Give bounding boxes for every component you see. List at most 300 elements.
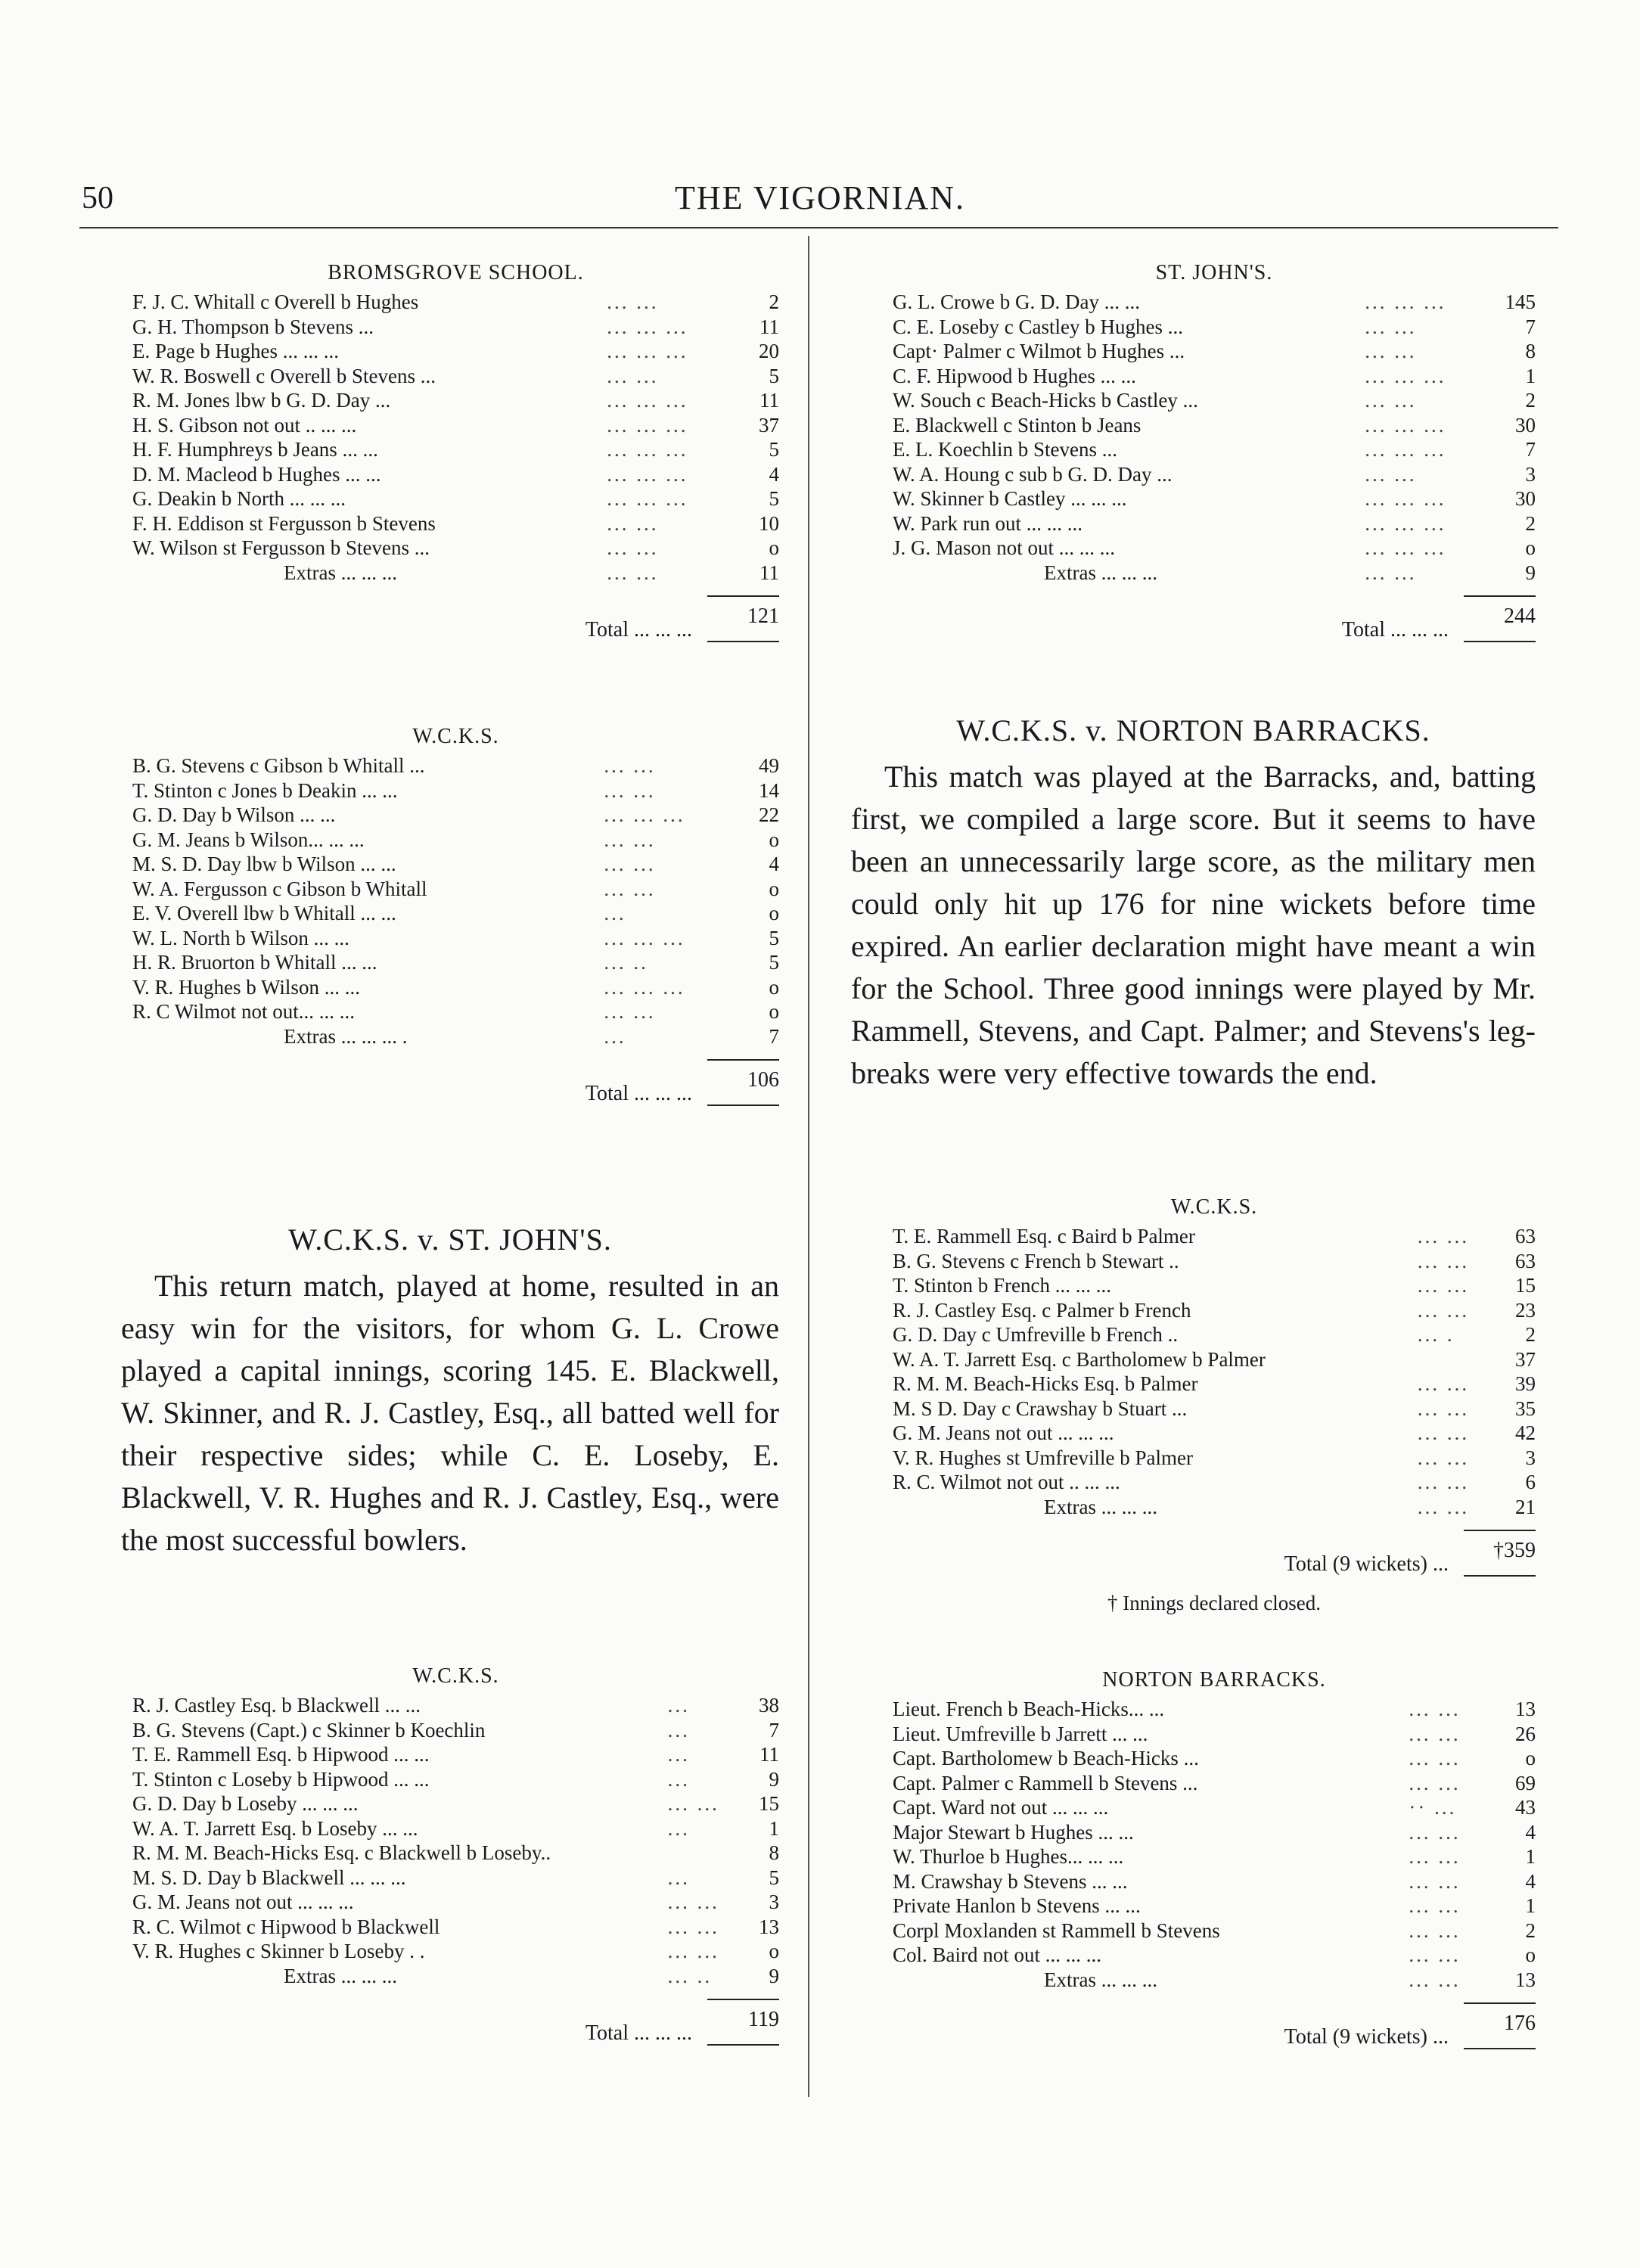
article-title: W.C.K.S. v. ST. JOHN'S. xyxy=(288,1223,612,1257)
leader-dots: ... ... xyxy=(1409,1820,1461,1844)
batsman-row xyxy=(893,1918,1536,1943)
batsman-row xyxy=(893,437,1536,462)
batsman-row xyxy=(132,1939,779,1964)
runs: 5 xyxy=(769,926,779,949)
leader-dots: ... ... xyxy=(1409,1894,1461,1917)
leader-dots: ... ... xyxy=(1365,561,1417,584)
scorecard-table xyxy=(132,753,779,1049)
leader-dots xyxy=(1418,1347,1490,1372)
runs: o xyxy=(1525,536,1536,559)
scorecard-st-johns xyxy=(893,261,1536,642)
batsman-dismissal: E. V. Overell lbw b Whitall ... ... xyxy=(132,902,396,924)
batsman-dismissal: F. H. Eddison st Fergusson b Stevens xyxy=(132,511,436,535)
leader-dots: ... ... xyxy=(607,511,659,535)
extras-row xyxy=(893,1968,1536,1993)
leader-dots: ... ... ... xyxy=(607,315,688,338)
leader-dots: ... ... ... xyxy=(607,340,688,362)
batsman-row xyxy=(893,364,1536,389)
batsman-dismissal: W. Wilson st Fergusson b Stevens ... xyxy=(132,536,430,559)
scorecard-title: W.C.K.S. xyxy=(1170,1195,1258,1219)
batsman-row xyxy=(132,536,779,561)
leader-dots xyxy=(668,1841,734,1866)
runs: 5 xyxy=(769,364,779,387)
batsman-row xyxy=(132,1693,779,1718)
runs: 22 xyxy=(759,803,779,826)
extras-runs: 7 xyxy=(769,1024,779,1048)
total-label: Total (9 wickets) ... xyxy=(1284,2025,1449,2049)
leader-dots: ... ... xyxy=(1409,1918,1461,1942)
batsman-row xyxy=(893,1771,1536,1796)
runs: 6 xyxy=(1525,1471,1536,1493)
batsman-dismissal: M. S D. Day c Crawshay b Stuart ... xyxy=(893,1397,1188,1420)
extras-label: Extras ... ... ... . xyxy=(284,1024,408,1048)
total-label: Total ... ... ... xyxy=(1341,618,1449,642)
batsman-row xyxy=(132,1767,779,1792)
total-value: 176 xyxy=(1464,2002,1536,2049)
batsman-dismissal: R. C. Wilmot c Hipwood b Blackwell xyxy=(132,1915,440,1938)
leader-dots: ... ... xyxy=(1417,1298,1470,1322)
runs: 5 xyxy=(769,438,779,461)
runs: 39 xyxy=(1515,1372,1536,1395)
leader-dots: ... ... xyxy=(667,1940,719,1962)
leader-dots: ... ... xyxy=(604,828,656,851)
runs: 5 xyxy=(769,1866,779,1889)
batsman-row xyxy=(893,1894,1536,1918)
total-label: Total (9 wickets) ... xyxy=(1284,1552,1449,1576)
scorecard-total xyxy=(893,595,1536,642)
leader-dots: ... ... ... xyxy=(604,803,685,826)
batsman-dismissal: T. Stinton b French ... ... ... xyxy=(893,1274,1111,1297)
runs: 5 xyxy=(769,487,779,510)
batsman-dismissal: C. F. Hipwood b Hughes ... ... xyxy=(893,364,1136,387)
leader-dots: ... ... xyxy=(1409,1747,1461,1769)
batsman-dismissal: B. G. Stevens (Capt.) c Skinner b Koechlin xyxy=(132,1718,486,1741)
leader-dots: ... ... xyxy=(604,877,656,900)
runs: 10 xyxy=(759,511,779,535)
batsman-dismissal: W. A. T. Jarrett Esq. b Loseby ... ... xyxy=(132,1816,418,1840)
leader-dots: ... ... xyxy=(1417,1471,1470,1493)
runs: 9 xyxy=(769,1767,779,1791)
runs: 37 xyxy=(1515,1347,1536,1371)
leader-dots: ... xyxy=(604,902,626,924)
leader-dots: ... ... xyxy=(1409,1722,1461,1745)
batsman-row xyxy=(893,1347,1536,1372)
batsman-dismissal: Capt. Bartholomew b Beach-Hicks ... xyxy=(893,1747,1199,1769)
batsman-row xyxy=(893,315,1536,340)
batsman-dismissal: F. J. C. Whitall c Overell b Hughes xyxy=(132,290,419,313)
total-label: Total ... ... ... xyxy=(585,1082,692,1105)
batsman-row xyxy=(132,852,779,877)
runs: 7 xyxy=(1525,315,1536,338)
leader-dots: ... ... xyxy=(667,1915,719,1938)
batsman-row xyxy=(132,901,779,926)
batsman-dismissal: Capt. Palmer c Rammell b Stevens ... xyxy=(893,1771,1198,1794)
leader-dots: ... .. xyxy=(667,1964,713,1987)
runs: 145 xyxy=(1505,290,1536,313)
scorecard-table xyxy=(132,1693,779,1988)
runs: 2 xyxy=(1525,511,1536,535)
batsman-row xyxy=(893,1746,1536,1771)
batsman-row xyxy=(132,877,779,902)
total-value: 121 xyxy=(707,595,779,642)
batsman-row xyxy=(893,1224,1536,1249)
batsman-dismissal: B. G. Stevens c Gibson b Whitall ... xyxy=(132,754,425,777)
leader-dots: ... ... xyxy=(1365,462,1417,486)
batsman-row xyxy=(132,511,779,536)
leader-dots: ... ... ... xyxy=(1365,413,1446,437)
scorecard-title: NORTON BARRACKS. xyxy=(1102,1668,1326,1692)
total-label: Total ... ... ... xyxy=(585,2021,692,2045)
batsman-row xyxy=(132,1742,779,1767)
leader-dots: ... ... xyxy=(1365,389,1417,412)
batsman-dismissal: Lieut. French b Beach-Hicks... ... xyxy=(893,1698,1165,1720)
runs: 8 xyxy=(1525,340,1536,362)
leader-dots: ... ... xyxy=(604,778,656,802)
batsman-row xyxy=(132,1718,779,1743)
scorecard-title: W.C.K.S. xyxy=(412,1664,499,1688)
batsman-row xyxy=(132,364,779,389)
leader-dots: ... ... xyxy=(1417,1274,1470,1297)
runs: o xyxy=(769,536,779,559)
runs: o xyxy=(1525,1747,1536,1769)
extras-runs: 13 xyxy=(1515,1968,1536,1991)
batsman-dismissal: C. E. Loseby c Castley b Hughes ... xyxy=(893,315,1183,338)
batsman-row xyxy=(132,803,779,828)
batsman-dismissal: V. R. Hughes b Wilson ... ... xyxy=(132,975,360,999)
leader-dots: ... ... xyxy=(1409,1968,1461,1991)
runs: 26 xyxy=(1515,1722,1536,1745)
leader-dots: ... ... xyxy=(1417,1421,1470,1444)
extras-row xyxy=(893,1495,1536,1520)
batsman-dismissal: W. Souch c Beach-Hicks b Castley ... xyxy=(893,389,1198,412)
scorecard-total xyxy=(132,1059,779,1106)
batsman-dismissal: D. M. Macleod b Hughes ... ... xyxy=(132,462,381,486)
scorecard-wcks-v-norton xyxy=(893,1195,1536,1615)
leader-dots: ... ... xyxy=(1417,1249,1470,1272)
batsman-row xyxy=(893,462,1536,487)
extras-runs: 9 xyxy=(1525,561,1536,584)
batsman-row xyxy=(893,1397,1536,1421)
leader-dots: ... ... ... xyxy=(1365,290,1446,313)
runs: 2 xyxy=(1525,1918,1536,1942)
batsman-row xyxy=(893,486,1536,511)
batsman-row xyxy=(132,290,779,315)
scorecard-total xyxy=(132,1999,779,2046)
leader-dots: ... ... xyxy=(607,364,659,387)
runs: 23 xyxy=(1515,1298,1536,1322)
leader-dots: ... ... ... xyxy=(1365,438,1446,461)
leader-dots: ... ... xyxy=(1409,1698,1461,1720)
batsman-dismissal: R. M. Jones lbw b G. D. Day ... xyxy=(132,389,391,412)
article-st-johns xyxy=(121,1222,779,1561)
leader-dots: ... ... xyxy=(1417,1495,1470,1518)
leader-dots: ... ... xyxy=(607,561,659,584)
runs: 3 xyxy=(1525,1446,1536,1469)
batsman-row xyxy=(132,486,779,511)
batsman-dismissal: W. Skinner b Castley ... ... ... xyxy=(893,487,1127,510)
batsman-row xyxy=(893,1273,1536,1298)
batsman-row xyxy=(132,950,779,975)
leader-dots: ... ... xyxy=(607,536,659,559)
batsman-dismissal: R. C Wilmot not out... ... ... xyxy=(132,1000,355,1023)
header-rule xyxy=(79,227,1558,228)
scorecard-total xyxy=(893,1530,1536,1577)
batsman-dismissal: G. L. Crowe b G. D. Day ... ... xyxy=(893,290,1140,313)
leader-dots: ... ... xyxy=(1409,1943,1461,1966)
leader-dots: ... ... xyxy=(1417,1446,1470,1469)
batsman-row xyxy=(132,1841,779,1866)
batsman-dismissal: Col. Baird not out ... ... ... xyxy=(893,1943,1101,1966)
batsman-dismissal: G. D. Day b Wilson ... ... xyxy=(132,803,336,826)
leader-dots: ... ... ... xyxy=(1365,364,1446,387)
runs: 2 xyxy=(1525,389,1536,412)
runs: 1 xyxy=(1525,1894,1536,1917)
batsman-row xyxy=(893,388,1536,413)
scorecard-table xyxy=(893,1224,1536,1519)
runs: 8 xyxy=(769,1841,779,1864)
total-value: 244 xyxy=(1464,595,1536,642)
batsman-dismissal: W. A. T. Jarrett Esq. c Bartholomew b Palmer xyxy=(893,1347,1266,1371)
runs: 15 xyxy=(759,1792,779,1815)
leader-dots: ... xyxy=(667,1816,690,1840)
batsman-dismissal: J. G. Mason not out ... ... ... xyxy=(893,536,1116,559)
runs: 4 xyxy=(769,462,779,486)
runs: o xyxy=(769,828,779,851)
leader-dots: ... ... xyxy=(1409,1869,1461,1893)
extras-label: Extras ... ... ... xyxy=(284,561,397,584)
leader-dots: ... ... xyxy=(1409,1845,1461,1868)
batsman-dismissal: G. M. Jeans not out ... ... ... xyxy=(132,1891,354,1913)
batsman-dismissal: H. F. Humphreys b Jeans ... ... xyxy=(132,438,378,461)
runs: o xyxy=(769,902,779,924)
extras-label: Extras ... ... ... xyxy=(1044,1495,1157,1518)
leader-dots: ... xyxy=(667,1694,690,1717)
leader-dots: ... ... xyxy=(607,290,659,313)
extras-runs: 9 xyxy=(769,1964,779,1987)
leader-dots: ... .. xyxy=(604,951,648,974)
runs: 15 xyxy=(1515,1274,1536,1297)
article-body: This match was played at the Barracks, and, batting first, we compiled a large score. But it seems to have been an unnecessarily large score, as the military men could only hit up 176 for nine wickets before time expired. An earlier declaration might have meant a win for the School. Three good innings were played by Mr. Rammell, Stevens, and Capt. Palmer; and Stevens's leg-breaks were very effective towards the end. xyxy=(851,760,1536,1090)
batsman-row xyxy=(132,1791,779,1816)
batsman-row xyxy=(893,1446,1536,1471)
batsman-dismissal: M. S. D. Day lbw b Wilson ... ... xyxy=(132,853,396,875)
batsman-row xyxy=(893,1470,1536,1495)
batsman-dismissal: R. M. M. Beach-Hicks Esq. b Palmer xyxy=(893,1372,1198,1395)
runs: 30 xyxy=(1515,413,1536,437)
leader-dots: ... xyxy=(667,1718,690,1741)
batsman-dismissal: R. M. M. Beach-Hicks Esq. c Blackwell b Loseby.. xyxy=(132,1841,551,1864)
batsman-dismissal: G. D. Day b Loseby ... ... ... xyxy=(132,1792,359,1815)
leader-dots: ... ... ... xyxy=(607,413,688,437)
batsman-dismissal: R. J. Castley Esq. c Palmer b French xyxy=(893,1298,1191,1322)
total-label: Total ... ... ... xyxy=(585,618,692,642)
runs: 7 xyxy=(1525,438,1536,461)
runs: o xyxy=(769,975,779,999)
batsman-row xyxy=(132,999,779,1024)
batsman-row xyxy=(893,1697,1536,1722)
batsman-row xyxy=(132,388,779,413)
batsman-row xyxy=(132,462,779,487)
batsman-row xyxy=(132,1866,779,1891)
batsman-row xyxy=(132,753,779,778)
batsman-dismissal: W. R. Boswell c Overell b Stevens ... xyxy=(132,364,436,387)
page-number: 50 xyxy=(82,181,113,216)
runs: 3 xyxy=(1525,462,1536,486)
batsman-dismissal: T. Stinton c Loseby b Hipwood ... ... xyxy=(132,1767,430,1791)
batsman-dismissal: T. Stinton c Jones b Deakin ... ... xyxy=(132,778,398,802)
runs: 11 xyxy=(759,315,779,338)
leader-dots: ... xyxy=(604,1024,626,1048)
batsman-dismissal: T. E. Rammell Esq. c Baird b Palmer xyxy=(893,1225,1195,1247)
scorecard-table xyxy=(893,290,1536,585)
extras-label: Extras ... ... ... xyxy=(284,1964,397,1987)
batsman-row xyxy=(893,511,1536,536)
batsman-dismissal: G. M. Jeans b Wilson... ... ... xyxy=(132,828,365,851)
leader-dots: ... . xyxy=(1417,1323,1455,1346)
column-divider xyxy=(808,236,809,2097)
runs: 63 xyxy=(1515,1225,1536,1247)
batsman-dismissal: T. E. Rammell Esq. b Hipwood ... ... xyxy=(132,1743,430,1766)
batsman-row xyxy=(893,290,1536,315)
extras-row xyxy=(893,561,1536,586)
runs: 35 xyxy=(1515,1397,1536,1420)
batsman-dismissal: W. Thurloe b Hughes... ... ... xyxy=(893,1845,1124,1868)
extras-row xyxy=(132,1964,779,1989)
runs: 4 xyxy=(769,853,779,875)
footnote: † Innings declared closed. xyxy=(1107,1592,1321,1614)
batsman-row xyxy=(893,339,1536,364)
runs: o xyxy=(769,1000,779,1023)
batsman-dismissal: M. Crawshay b Stevens ... ... xyxy=(893,1869,1128,1893)
runs: 30 xyxy=(1515,487,1536,510)
leader-dots: ... ... xyxy=(604,754,656,777)
batsman-dismissal: V. R. Hughes c Skinner b Loseby . . xyxy=(132,1940,425,1962)
runs: 63 xyxy=(1515,1249,1536,1272)
batsman-dismissal: H. S. Gibson not out .. ... ... xyxy=(132,413,357,437)
total-value: 106 xyxy=(707,1059,779,1106)
batsman-row xyxy=(132,413,779,438)
batsman-dismissal: W. A. Fergusson c Gibson b Whitall xyxy=(132,877,427,900)
scorecard-title: W.C.K.S. xyxy=(412,725,499,748)
batsman-dismissal: R. C. Wilmot not out .. ... ... xyxy=(893,1471,1120,1493)
leader-dots: ... ... ... xyxy=(1365,536,1446,559)
runs: o xyxy=(1525,1943,1536,1966)
leader-dots: ... ... ... xyxy=(607,462,688,486)
runs: 1 xyxy=(769,1816,779,1840)
batsman-dismissal: Capt· Palmer c Wilmot b Hughes ... xyxy=(893,340,1185,362)
batsman-dismissal: G. D. Day c Umfreville b French .. xyxy=(893,1323,1179,1346)
batsman-dismissal: E. Page b Hughes ... ... ... xyxy=(132,340,339,362)
batsman-dismissal: B. G. Stevens c French b Stewart .. xyxy=(893,1249,1179,1272)
leader-dots: ... ... ... xyxy=(1365,511,1446,535)
runs: 42 xyxy=(1515,1421,1536,1444)
extras-row xyxy=(132,1024,779,1049)
leader-dots: ... ... xyxy=(667,1792,719,1815)
batsman-dismissal: E. L. Koechlin b Stevens ... xyxy=(893,438,1117,461)
batsman-row xyxy=(893,1844,1536,1869)
leader-dots: ... ... xyxy=(1417,1397,1470,1420)
batsman-dismissal: Private Hanlon b Stevens ... ... xyxy=(893,1894,1141,1917)
runs: 11 xyxy=(759,1743,779,1766)
leader-dots: ·· ... xyxy=(1409,1796,1457,1819)
leader-dots: ... xyxy=(667,1866,690,1889)
batsman-row xyxy=(893,1298,1536,1323)
leader-dots: ... ... ... xyxy=(607,389,688,412)
runs: 2 xyxy=(769,290,779,313)
runs: o xyxy=(769,1940,779,1962)
article-body: This return match, played at home, resulted in an easy win for the visitors, for whom G. L. Crowe played a capital innings, scoring 145. E. Blackwell, W. Skinner, and R. J. Castley, Esq., all batted well for their respective sides; while C. E. Loseby, E. Blackwell, V. R. Hughes and R. J. Castley, Esq., were the most successful bowlers. xyxy=(121,1269,779,1557)
leader-dots: ... ... xyxy=(1365,340,1417,362)
leader-dots: ... xyxy=(667,1743,690,1766)
extras-runs: 11 xyxy=(759,561,779,584)
batsman-row xyxy=(893,1943,1536,1968)
batsman-row xyxy=(893,1421,1536,1446)
article-title: W.C.K.S. v. NORTON BARRACKS. xyxy=(956,713,1430,747)
batsman-row xyxy=(132,778,779,803)
batsman-row xyxy=(132,1915,779,1940)
batsman-row xyxy=(132,926,779,951)
batsman-row xyxy=(893,1722,1536,1747)
batsman-row xyxy=(893,1249,1536,1274)
runs: 20 xyxy=(759,340,779,362)
runs: 2 xyxy=(1525,1323,1536,1346)
batsman-dismissal: R. J. Castley Esq. b Blackwell ... ... xyxy=(132,1694,421,1717)
runs: 3 xyxy=(769,1891,779,1913)
leader-dots: ... ... ... xyxy=(1365,487,1446,510)
scorecard-title: BROMSGROVE SCHOOL. xyxy=(328,261,584,284)
batsman-row xyxy=(132,339,779,364)
leader-dots: ... ... ... xyxy=(604,975,685,999)
batsman-row xyxy=(132,975,779,1000)
batsman-row xyxy=(893,1795,1536,1820)
leader-dots: ... ... ... xyxy=(604,926,685,949)
extras-label: Extras ... ... ... xyxy=(1044,561,1157,584)
scorecard-table xyxy=(893,1697,1536,1992)
runs: 11 xyxy=(759,389,779,412)
batsman-row xyxy=(893,413,1536,438)
batsman-row xyxy=(132,828,779,853)
scorecard-total xyxy=(132,595,779,642)
runs: 38 xyxy=(759,1694,779,1717)
runs: 43 xyxy=(1515,1796,1536,1819)
runs: 49 xyxy=(759,754,779,777)
runs: 4 xyxy=(1525,1820,1536,1844)
leader-dots: ... xyxy=(667,1767,690,1791)
runs: 5 xyxy=(769,951,779,974)
batsman-row xyxy=(132,315,779,340)
leader-dots: ... ... xyxy=(1365,315,1417,338)
leader-dots: ... ... ... xyxy=(607,438,688,461)
runs: 69 xyxy=(1515,1771,1536,1794)
batsman-dismissal: G. Deakin b North ... ... ... xyxy=(132,487,346,510)
leader-dots: ... ... xyxy=(604,1000,656,1023)
batsman-row xyxy=(893,1820,1536,1845)
batsman-dismissal: G. H. Thompson b Stevens ... xyxy=(132,315,374,338)
scorecard-total xyxy=(893,2002,1536,2049)
batsman-row xyxy=(893,1372,1536,1397)
extras-label: Extras ... ... ... xyxy=(1044,1968,1157,1991)
batsman-row xyxy=(893,1869,1536,1894)
batsman-dismissal: W. A. Houng c sub b G. D. Day ... xyxy=(893,462,1173,486)
extras-runs: 21 xyxy=(1515,1495,1536,1518)
leader-dots: ... ... xyxy=(1409,1771,1461,1794)
batsman-dismissal: W. L. North b Wilson ... ... xyxy=(132,926,349,949)
runs: 1 xyxy=(1525,364,1536,387)
leader-dots: ... ... xyxy=(604,853,656,875)
batsman-dismissal: Lieut. Umfreville b Jarrett ... ... xyxy=(893,1722,1148,1745)
runs: o xyxy=(769,877,779,900)
batsman-row xyxy=(132,437,779,462)
